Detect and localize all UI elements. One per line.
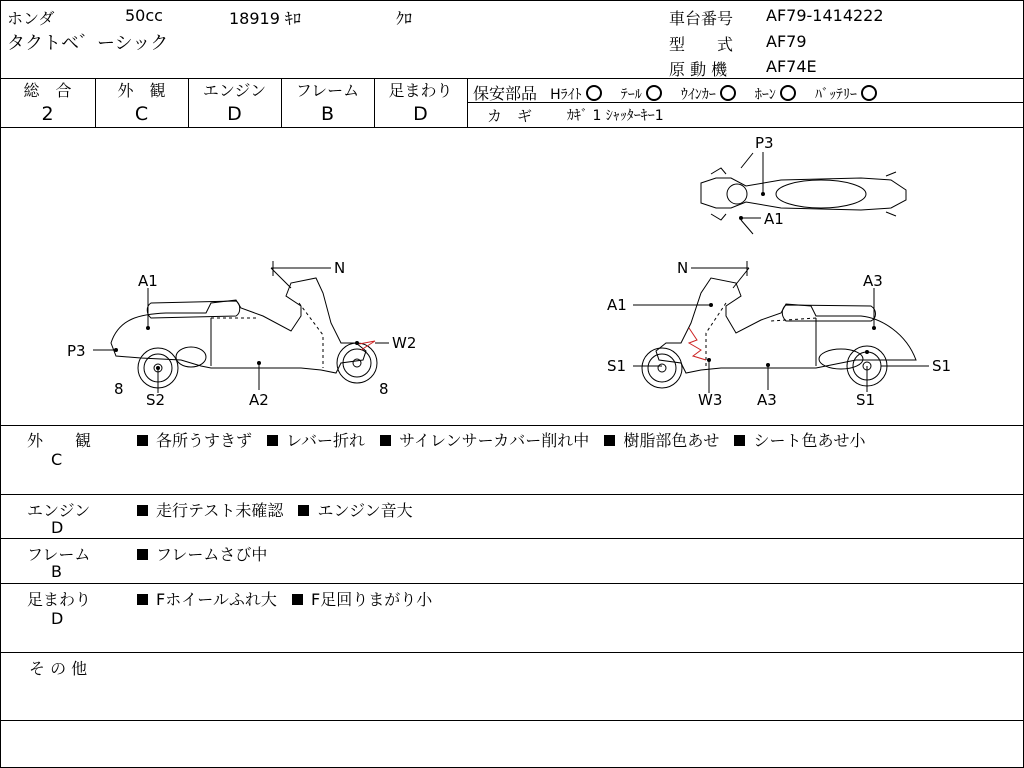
diagram-label: W2: [392, 334, 417, 352]
diagram-label: S1: [607, 357, 627, 375]
ok-circle-icon: [646, 85, 662, 101]
type-label: 型 式: [669, 35, 734, 54]
diagram-label: A3: [863, 272, 883, 290]
safety-parts-row: [473, 81, 877, 104]
divider: [1, 538, 1023, 539]
section-grade: B: [51, 562, 62, 581]
ok-circle-icon: [586, 85, 602, 101]
bullet-square-icon: [137, 594, 148, 605]
section-title: 足まわり: [27, 590, 92, 609]
diagram-label: A1: [764, 210, 784, 228]
diagram-label: A1: [607, 296, 627, 314]
bullet-square-icon: [137, 505, 148, 516]
bullet-square-icon: [137, 549, 148, 560]
note: F足回りまがり小: [310, 590, 433, 609]
note: レバー折れ: [286, 431, 365, 450]
grade-label: エンジン: [202, 81, 267, 100]
section-grade: D: [51, 518, 64, 537]
safety-item-name: ｳｲﾝｶｰ: [680, 87, 716, 103]
divider: [1, 425, 1023, 426]
note: 走行テスト未確認: [156, 501, 284, 520]
grade-engine: [188, 80, 281, 126]
bullet-square-icon: [267, 435, 278, 446]
section-title: エンジン: [27, 501, 91, 520]
frame-no-label: 車台番号: [669, 9, 734, 28]
safety-taillight: [621, 84, 662, 104]
grade-exterior: [95, 80, 188, 126]
bullet-square-icon: [380, 435, 391, 446]
diagram-label: N: [677, 259, 689, 277]
diagram-label: A3: [757, 391, 777, 409]
divider: [1, 78, 1023, 79]
safety-item-name: ﾊﾞｯﾃﾘｰ: [815, 87, 858, 103]
grade-value: C: [134, 103, 149, 125]
section-notes: [137, 498, 423, 521]
note: エンジン音大: [317, 501, 413, 520]
safety-item-name: ﾎｰﾝ: [754, 87, 776, 103]
grade-value: 2: [41, 103, 54, 125]
safety-item-name: Hﾗｲﾄ: [550, 87, 582, 103]
section-title: フレーム: [27, 545, 91, 564]
scooter-top-view: [701, 153, 906, 234]
body-color: ｸﾛ: [396, 9, 413, 28]
maker: ホンダ: [7, 9, 55, 28]
section-title: 外 観: [27, 431, 92, 450]
safety-label: 保安部品: [473, 84, 538, 103]
safety-battery: [815, 84, 877, 104]
diagram-label: P3: [67, 342, 86, 360]
bullet-square-icon: [298, 505, 309, 516]
grade-frame: [281, 80, 374, 126]
damage-diagram: [1, 128, 1023, 426]
grade-label: フレーム: [295, 81, 360, 100]
diagram-label: A2: [249, 391, 269, 409]
displacement: 50cc: [125, 6, 163, 25]
divider: [1, 720, 1023, 721]
bullet-square-icon: [604, 435, 615, 446]
section-notes: [137, 587, 442, 610]
diagram-label: A1: [138, 272, 158, 290]
type-value: AF79: [766, 32, 807, 51]
key-info: ｶｷﾞ 1 ｼｬｯﾀｰｷｰ1: [567, 108, 664, 124]
divider: [1, 652, 1023, 653]
diagram-label: N: [334, 259, 346, 277]
engine-label: 原 動 機: [669, 60, 728, 79]
divider: [1, 494, 1023, 495]
ok-circle-icon: [861, 85, 877, 101]
safety-horn: [755, 84, 796, 104]
model-name: タクトベ゛ーシック: [7, 33, 169, 54]
key-label: カ ギ: [487, 107, 533, 125]
grade-label: 総 合: [23, 81, 72, 100]
section-notes: [137, 428, 875, 451]
note: 各所うすきず: [156, 431, 253, 450]
divider: [1, 583, 1023, 584]
section-title: そ の 他: [29, 659, 88, 678]
diagram-label: S2: [146, 391, 166, 409]
note: 樹脂部色あせ: [623, 431, 720, 450]
diagram-label: S1: [932, 357, 952, 375]
bullet-square-icon: [292, 594, 303, 605]
section-grade: D: [51, 609, 64, 628]
grade-value: B: [320, 103, 335, 125]
frame-no: AF79-1414222: [766, 6, 884, 25]
diagram-label: S1: [856, 391, 876, 409]
grade-label: 足まわり: [388, 81, 453, 100]
grade-suspension: [374, 80, 467, 126]
section-notes: [137, 542, 277, 565]
grade-label: 外 観: [117, 81, 166, 100]
diagram-label: 8: [379, 380, 389, 398]
bullet-square-icon: [137, 435, 148, 446]
ok-circle-icon: [780, 85, 796, 101]
note: サイレンサーカバー削れ中: [399, 431, 590, 450]
grade-overall: [1, 80, 94, 126]
diagram-label: W3: [698, 391, 723, 409]
ok-circle-icon: [720, 85, 736, 101]
leader-lines: [93, 152, 929, 393]
diagram-label: P3: [755, 134, 774, 152]
note: フレームさび中: [156, 545, 268, 564]
grade-value: D: [413, 103, 428, 125]
section-grade: C: [51, 450, 63, 469]
grade-value: D: [227, 103, 242, 125]
mileage: 18919 ｷﾛ: [229, 9, 301, 28]
diagram-label: 8: [114, 380, 124, 398]
bullet-square-icon: [734, 435, 745, 446]
note: Fホイールふれ大: [156, 590, 277, 609]
safety-item-name: ﾃｰﾙ: [620, 87, 642, 103]
safety-headlight: [550, 84, 602, 104]
engine-value: AF74E: [766, 57, 817, 76]
safety-winker: [681, 84, 736, 104]
note: シート色あせ小: [753, 431, 866, 450]
